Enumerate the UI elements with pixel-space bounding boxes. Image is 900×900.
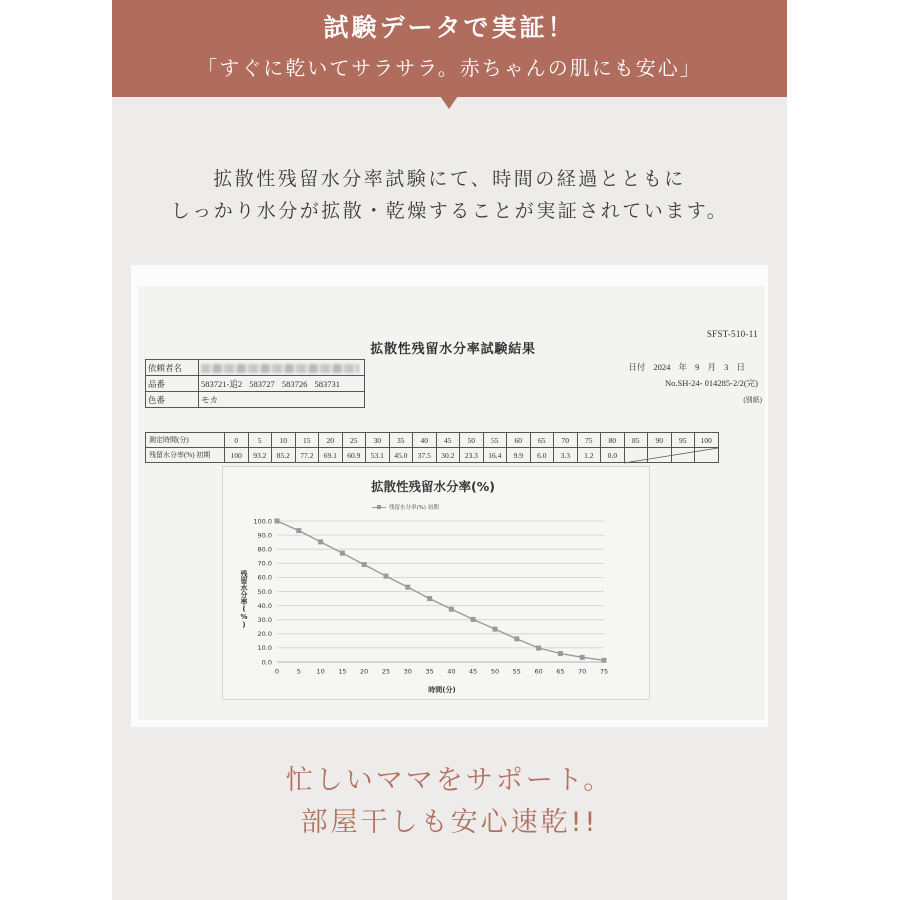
chart-legend [372, 503, 439, 511]
header-banner [112, 0, 787, 97]
banner-pointer-arrow [440, 96, 458, 109]
moisture-cell: 93.2 [248, 448, 272, 463]
x-tick-label: 5 [296, 667, 301, 676]
time-cell: 25 [342, 433, 366, 448]
moisture-cell: 0.0 [601, 448, 625, 463]
x-tick-label: 70 [578, 667, 587, 676]
time-cell: 100 [695, 433, 719, 448]
moisture-cell: 9.9 [507, 448, 531, 463]
time-cell: 75 [577, 433, 601, 448]
time-cell: 65 [530, 433, 554, 448]
client-label: 依頼者名 [146, 360, 199, 376]
y-tick-label: 30.0 [257, 616, 272, 624]
info-row-color [146, 392, 365, 408]
document-code: SFST-510-11 [706, 329, 758, 339]
item-label: 品番 [146, 376, 199, 392]
y-tick-label: 80.0 [257, 545, 272, 554]
data-point-marker [536, 646, 541, 651]
data-point-marker [275, 519, 280, 524]
data-point-marker [471, 617, 476, 622]
time-cell: 70 [554, 433, 578, 448]
y-tick-label: 90.0 [257, 531, 272, 540]
data-point-marker [296, 528, 301, 533]
time-cell: 30 [366, 433, 390, 448]
x-tick-label: 35 [425, 667, 434, 676]
intro-text [112, 163, 787, 227]
time-cell: 55 [483, 433, 507, 448]
y-tick-label: 0.0 [261, 658, 272, 667]
time-cell: 85 [624, 433, 648, 448]
document-title: 拡散性残留水分率試験結果 [370, 341, 536, 356]
time-cell: 10 [272, 433, 296, 448]
x-tick-label: 25 [381, 667, 391, 676]
time-row [146, 433, 719, 448]
legend-swatch [372, 503, 386, 511]
chart-title: 拡散性残留水分率(%) [371, 479, 495, 494]
x-axis-label: 時間(分) [428, 686, 456, 694]
moisture-cell: 85.2 [272, 448, 296, 463]
moisture-cell: 1.2 [577, 448, 601, 463]
x-tick-label: 0 [274, 667, 280, 676]
time-header: 測定時間(分) [146, 433, 225, 448]
data-point-marker [362, 562, 367, 567]
x-tick-label: 65 [556, 667, 565, 676]
data-point-marker [558, 651, 563, 656]
moisture-header: 残留水分率(%) 初期 [146, 448, 225, 463]
x-tick-label: 15 [338, 667, 347, 676]
info-row-item [146, 376, 365, 392]
legend-label: 残留水分率(%) 初期 [389, 505, 439, 511]
info-row-client [146, 360, 365, 376]
y-axis-label: 残留水分率(%) [240, 570, 248, 629]
time-cell: 45 [436, 433, 460, 448]
time-cell: 5 [248, 433, 272, 448]
time-cell: 60 [507, 433, 531, 448]
diagonal-line [624, 448, 718, 463]
document-date: 日付 2024 年 9 月 3 日 [628, 362, 745, 372]
empty-cells-diagonal [624, 448, 718, 463]
moisture-cell: 69.1 [319, 448, 343, 463]
y-tick-label: 40.0 [257, 601, 272, 610]
x-tick-label: 30 [403, 667, 412, 676]
attachment-note: (別紙) [743, 396, 762, 404]
time-cell: 35 [389, 433, 413, 448]
test-report-document [131, 265, 768, 727]
time-cell: 50 [460, 433, 484, 448]
item-value: 583721-追2 583727 583726 583731 [199, 376, 365, 392]
data-point-marker [602, 658, 607, 663]
y-tick-label: 100.0 [253, 517, 272, 526]
document-number: No.SH-24- 014285-2/2(完) [664, 378, 758, 388]
intro-line: 拡散性残留水分率試験にて、時間の経過とともに [213, 168, 686, 190]
color-label: 色番 [146, 392, 199, 408]
tagline-line: 部屋干しも安心速乾!! [300, 807, 599, 838]
x-tick-label: 75 [599, 667, 609, 676]
data-point-marker [449, 607, 454, 612]
redacted-client-name [201, 364, 359, 373]
y-tick-label: 60.0 [257, 573, 272, 582]
moisture-cell: 37.5 [413, 448, 437, 463]
moisture-cell: 77.2 [295, 448, 319, 463]
x-tick-label: 10 [316, 667, 325, 676]
time-cell: 40 [413, 433, 437, 448]
x-tick-label: 20 [360, 667, 369, 676]
chart-plot [223, 467, 649, 699]
x-tick-label: 55 [512, 667, 521, 676]
moisture-cell: 45.0 [389, 448, 413, 463]
data-point-marker [318, 539, 323, 544]
client-value [199, 360, 365, 376]
moisture-cell: 30.2 [436, 448, 460, 463]
moisture-cell: 16.4 [483, 448, 507, 463]
time-cell: 15 [295, 433, 319, 448]
data-point-marker [493, 627, 498, 632]
y-tick-label: 50.0 [257, 587, 272, 596]
info-table [145, 359, 365, 408]
moisture-cell: 6.0 [530, 448, 554, 463]
time-cell: 0 [225, 433, 249, 448]
x-tick-label: 45 [469, 667, 478, 676]
y-tick-label: 70.0 [257, 559, 272, 568]
x-tick-label: 40 [447, 667, 456, 676]
tagline-line: 忙しいママをサポート。 [285, 765, 614, 796]
moisture-cell: 23.3 [460, 448, 484, 463]
data-point-marker [405, 585, 410, 590]
tagline [112, 760, 787, 844]
banner-subtitle: 「すぐに乾いてサラサラ。赤ちゃんの肌にも安心」 [197, 56, 702, 80]
moisture-cell: 53.1 [366, 448, 390, 463]
time-cell: 90 [648, 433, 672, 448]
x-tick-label: 60 [534, 667, 543, 676]
chart [222, 466, 650, 700]
data-point-marker [384, 574, 389, 579]
data-point-marker [427, 596, 432, 601]
intro-line: しっかり水分が拡散・乾燥することが実証されています。 [170, 200, 729, 222]
data-point-marker [340, 551, 345, 556]
y-tick-label: 10.0 [257, 644, 272, 653]
time-cell: 95 [671, 433, 695, 448]
series-line [277, 521, 604, 660]
moisture-cell: 3.3 [554, 448, 578, 463]
x-tick-label: 50 [490, 667, 500, 676]
color-value: モカ [199, 392, 365, 408]
y-tick-label: 20.0 [257, 630, 272, 639]
moisture-cell: 100 [225, 448, 249, 463]
banner-title: 試験データで実証！ [323, 13, 576, 42]
data-point-marker [514, 636, 519, 641]
moisture-cell: 60.9 [342, 448, 366, 463]
time-cell: 80 [601, 433, 625, 448]
time-cell: 20 [319, 433, 343, 448]
data-point-marker [580, 655, 585, 660]
